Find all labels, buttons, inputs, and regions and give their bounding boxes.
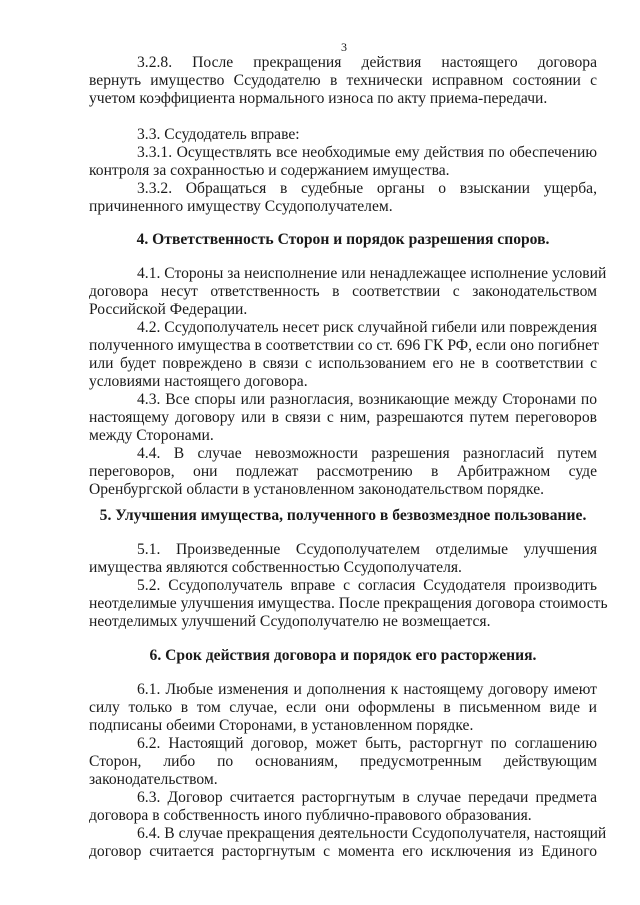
text-line: 4.2. Ссудополучатель несет риск случайной гибели или повреждения (137, 319, 597, 336)
text-line: причиненного имуществу Ссудополучателем. (89, 198, 393, 215)
text-line: 6.2. Настоящий договор, может быть, расторгнут по соглашению (137, 735, 597, 752)
section-heading-4: 4. Ответственность Сторон и порядок разрешения споров. (136, 231, 550, 248)
text-line: 6.1. Любые изменения и дополнения к настоящему договору имеют (137, 681, 597, 698)
text-line: переговоров, они подлежат рассмотрению в Арбитражном суде (89, 463, 597, 480)
text-line: условиями настоящего договора. (89, 373, 308, 390)
text-line: или будет повреждено в связи с использованием его не в соответствии с (89, 355, 597, 372)
text-line: 3.3.1. Осуществлять все необходимые ему действия по обеспечению (137, 144, 597, 161)
text-line: учетом коэффициента нормального износа по акту приема-передачи. (89, 90, 548, 107)
text-line: имущества являются собственностью Ссудополучателя. (89, 559, 462, 576)
section-4-body (89, 265, 607, 499)
text-line: 6.3. Договор считается расторгнутым в случае передачи предмета (137, 789, 597, 806)
page-number: 3 (341, 40, 347, 54)
text-line: Оренбургской области в установленном законодательством порядке. (89, 481, 545, 498)
text-line: 4.1. Стороны за неисполнение или ненадлежащее исполнение условий (137, 265, 607, 282)
section-5-body (89, 541, 608, 631)
text-line: неотделимые улучшения имущества. После прекращения договора стоимость (89, 595, 608, 612)
section-6-body (89, 681, 607, 861)
text-line: 3.3.2. Обращаться в судебные органы о взыскании ущерба, (137, 180, 597, 197)
text-line: Сторон, либо по основаниям, предусмотренным действующим (89, 753, 597, 770)
text-line: договор считается расторгнутым с момента его исключения из Единого (89, 843, 597, 860)
text-line: между Сторонами. (89, 427, 214, 444)
text-line: 5.2. Ссудополучатель вправе с согласия Ссудодателя производить (137, 577, 597, 594)
text-line: Российской Федерации. (89, 301, 248, 318)
text-line: силу только в том случае, если они оформлены в письменном виде и (89, 699, 597, 716)
text-line: 6.4. В случае прекращения деятельности Ссудополучателя, настоящий (137, 825, 607, 842)
text-line: настоящему договору или в связи с ним, разрешаются путем переговоров (89, 409, 597, 426)
text-line: контроля за сохранностью и содержанием имущества. (89, 162, 450, 179)
text-line: подписаны обеими Сторонами, в установленном порядке. (89, 717, 474, 734)
section-heading-5: 5. Улучшения имущества, полученного в безвозмездное пользование. (99, 507, 587, 524)
clause-3-2-8 (89, 54, 597, 108)
text-line: 4.4. В случае невозможности разрешения разногласий путем (137, 445, 597, 462)
text-line: полученного имущества в соответствии со ст. 696 ГК РФ, если оно погибнет (89, 337, 599, 354)
text-line: 3.3. Ссудодатель вправе: (137, 126, 300, 143)
clause-3-3 (89, 126, 597, 216)
text-line: вернуть имущество Ссудодателю в технически исправном состоянии с (89, 72, 597, 89)
text-line: неотделимых улучшений Ссудополучателю не возмещается. (89, 613, 491, 630)
text-line: 5.1. Произведенные Ссудополучателем отделимые улучшения (137, 541, 597, 558)
text-line: законодательством. (89, 771, 218, 788)
text-line: договора несут ответственность в соответствии с законодательством (89, 283, 597, 300)
section-heading-6: 6. Срок действия договора и порядок его расторжения. (149, 647, 537, 664)
text-line: договора в собственность иного публично-правового образования. (89, 807, 532, 824)
text-line: 4.3. Все споры или разногласия, возникающие между Сторонами по (137, 391, 597, 408)
text-line: 3.2.8. После прекращения действия настоящего договора (137, 54, 597, 71)
